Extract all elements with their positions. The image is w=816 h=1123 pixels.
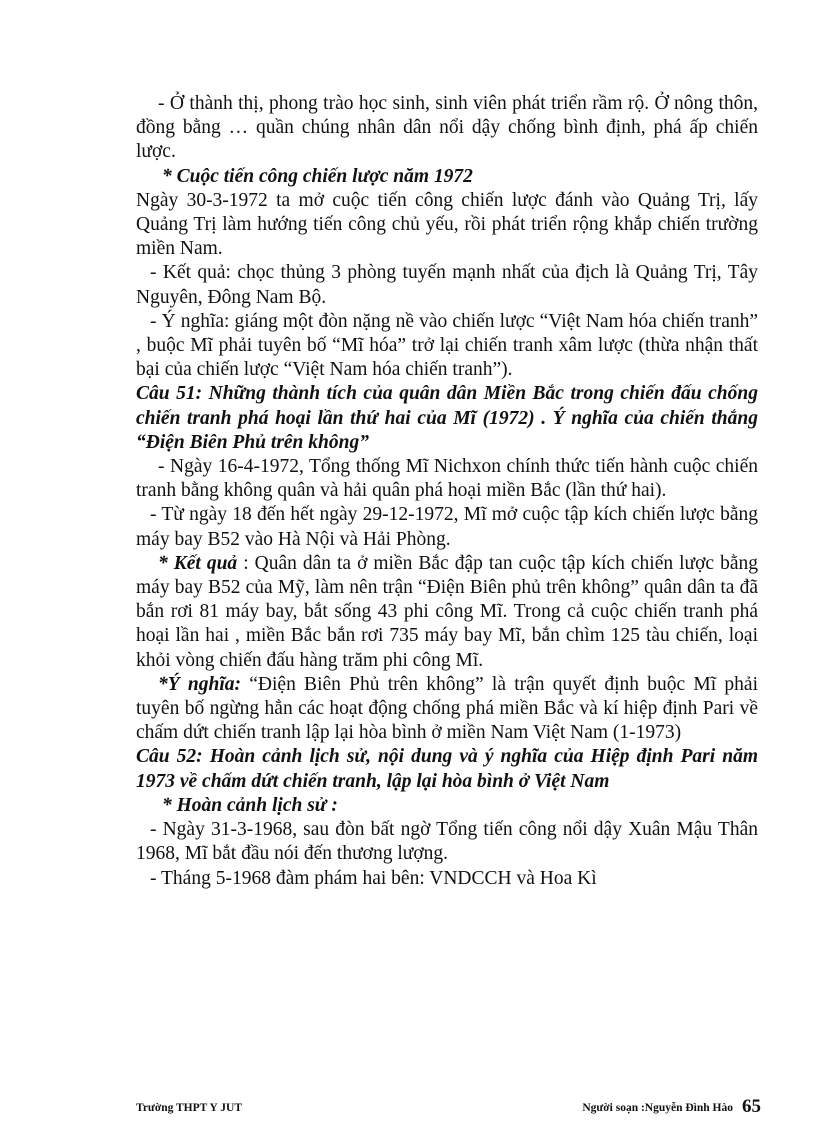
paragraph-1968: - Ngày 31-3-1968, sau đòn bất ngờ Tổng tiến công nổi dậy Xuân Mậu Thân 1968, Mĩ bắt đầu nói đến thương lượng. (136, 819, 758, 865)
page-number: 65 (742, 1096, 761, 1117)
heading-offensive-1972: * Cuộc tiến công chiến lược năm 1972 (162, 165, 473, 187)
result-label: * Kết quả (158, 552, 238, 574)
paragraph-may-1968: - Tháng 5-1968 đàm phám hai bên: VNDCCH và Hoa Kì (150, 867, 597, 889)
paragraph-result-b52 (136, 552, 758, 673)
footer-author: Người soạn :Nguyễn Đình Hào (582, 1102, 733, 1114)
page-footer (136, 1096, 761, 1120)
paragraph-meaning (136, 673, 758, 746)
paragraph-b52: - Từ ngày 18 đến hết ngày 29-12-1972, Mĩ mở cuộc tập kích chiến lược bằng máy bay B52 vào Hà Nội và Hải Phòng. (136, 504, 758, 550)
document-body (136, 92, 758, 891)
meaning-text: “Điện Biên Phủ trên không” là trận quyết định buộc Mĩ phải tuyên bố ngừng hẳn các hoạt động chống phá miền Bắc và kí hiệp định Pari về chấm dứt chiến tranh lập lại hòa bình ở miền Nam Việt Nam (1-1973) (136, 673, 758, 744)
paragraph-quang-tri: Ngày 30-3-1972 ta mở cuộc tiến công chiến lược đánh vào Quảng Trị, lấy Quảng Trị làm hướng tiến công chủ yếu, rồi phát triển rộng khắp chiến trường miền Nam. (136, 189, 758, 260)
result-text: : Quân dân ta ở miền Bắc đập tan cuộc tập kích chiến lược bằng máy bay B52 của Mỹ, làm nên trận “Điện Biên phủ trên không” quân dân ta đã bắn rơi 81 máy bay, bắt sống 43 phi công Mĩ. Trong cả cuộc chiến tranh phá hoại lần hai , miền Bắc bắn rơi 735 máy bay Mĩ, bắn chìm 125 tàu chiến, loại khỏi vòng chiến đấu hàng trăm phi công Mĩ. (136, 552, 758, 671)
paragraph-student-movement: - Ở thành thị, phong trào học sinh, sinh viên phát triển rầm rộ. Ở nông thôn, đồng bằng … quần chúng nhân dân nổi dậy chống bình định, phá ấp chiến lược. (136, 93, 758, 163)
paragraph-result: - Kết quả: chọc thủng 3 phòng tuyến mạnh nhất của địch là Quảng Trị, Tây Nguyên, Đông Nam Bộ. (136, 262, 758, 308)
paragraph-nixon: - Ngày 16-4-1972, Tổng thống Mĩ Nichxon chính thức tiến hành cuộc chiến tranh bằng không quân và hải quân phá hoại miền Bắc (lần thứ hai). (136, 456, 758, 502)
footer-school: Trường THPT Y JUT (136, 1102, 243, 1114)
paragraph-significance: - Ý nghĩa: giáng một đòn nặng nề vào chiến lược “Việt Nam hóa chiến tranh” , buộc Mĩ phải tuyên bố “Mĩ hóa” trở lại chiến tranh xâm lược (thừa nhận thất bại của chiến lược “Việt Nam hóa chiến tranh”). (136, 310, 758, 381)
heading-historical-context: * Hoàn cảnh lịch sử : (162, 794, 338, 816)
question-52-heading: Câu 52: Hoàn cảnh lịch sử, nội dung và ý nghĩa của Hiệp định Pari năm 1973 về chấm dứt chiến tranh, lập lại hòa bình ở Việt Nam (136, 746, 758, 792)
meaning-label: *Ý nghĩa: (158, 673, 242, 695)
question-51-heading: Câu 51: Những thành tích của quân dân Miền Bắc trong chiến đấu chống chiến tranh phá hoại lần thứ hai của Mĩ (1972) . Ý nghĩa của chiến thắng “Điện Biên Phủ trên không” (136, 383, 758, 453)
